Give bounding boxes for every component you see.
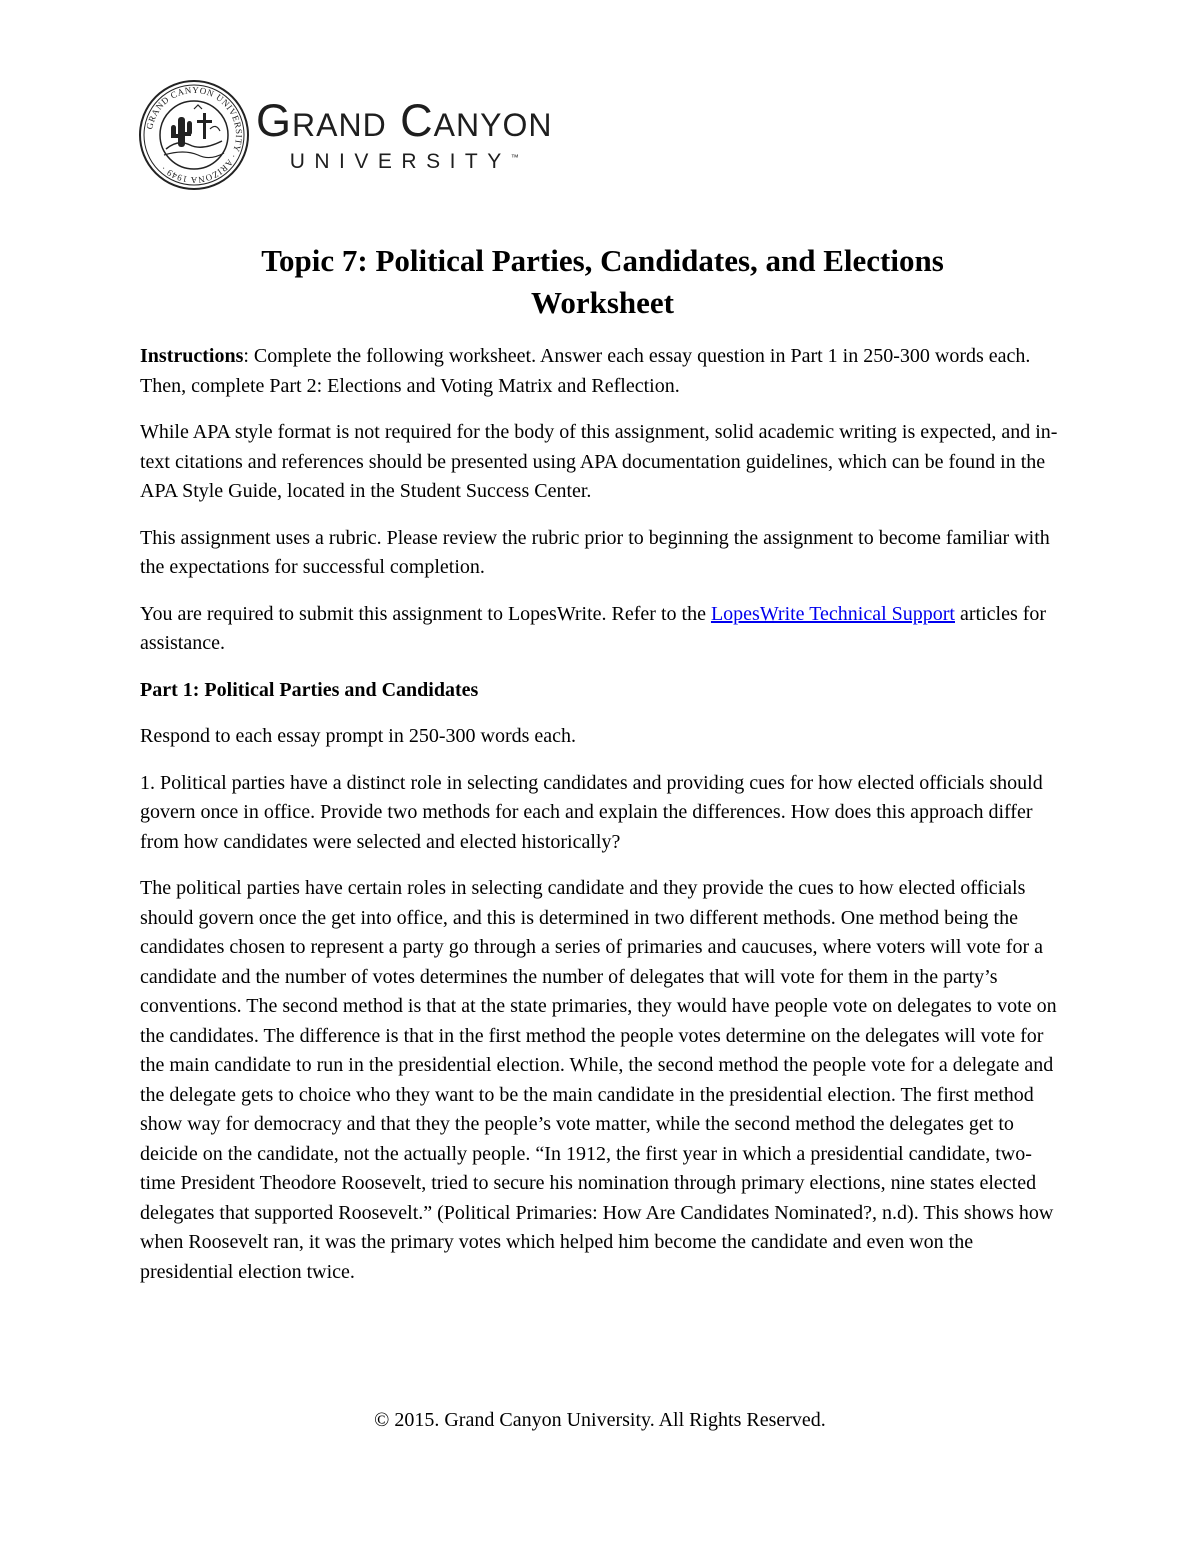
copyright-footer: © 2015. Grand Canyon University. All Rights Reserved. bbox=[374, 1409, 826, 1431]
apa-paragraph: While APA style format is not required for the body of this assignment, solid academic writing is expected, and in-text citations and references should be presented using APA documentation guidelines, which can be found in the APA Style Guide, located in the Student Success Center. bbox=[140, 421, 1058, 502]
rubric-paragraph: This assignment uses a rubric. Please review the rubric prior to beginning the assignment to become familiar with the expectations for successful completion. bbox=[140, 526, 1050, 578]
page-title: Topic 7: Political Parties, Candidates, and Elections Worksheet bbox=[261, 243, 944, 320]
university-seal-icon bbox=[138, 79, 250, 191]
instructions-label: Instructions bbox=[140, 345, 244, 367]
instructions-text: : Complete the following worksheet. Answer each essay question in Part 1 in 250-300 words each. Then, complete Part 2: Elections and Voting Matrix and Reflection. bbox=[140, 345, 1031, 397]
lopeswrite-paragraph: You are required to submit this assignment to LopesWrite. Refer to the LopesWrite Technical Support articles for assistance. bbox=[140, 602, 1047, 654]
document-body bbox=[140, 240, 1065, 1304]
part1-heading: Part 1: Political Parties and Candidates bbox=[140, 678, 479, 701]
university-header bbox=[138, 70, 552, 200]
university-wordmark bbox=[256, 95, 553, 173]
lopeswrite-support-link[interactable]: LopesWrite Technical Support bbox=[710, 602, 955, 625]
university-name: Grand Canyon bbox=[256, 95, 553, 146]
instructions-paragraph bbox=[140, 342, 1065, 401]
question-1: 1. Political parties have a distinct role in selecting candidates and providing cues for how elected officials should govern once in office. Provide two methods for each and explain the differences. How does this approach differ from how candidates were selected and elected historically? bbox=[140, 771, 1043, 853]
part1-prompt-intro: Respond to each essay prompt in 250-300 words each. bbox=[140, 725, 577, 747]
answer-1: The political parties have certain roles in selecting candidate and they provide the cues to how elected officials should govern once the get into office, and this is determined in two different methods. One method being the candidates chosen to represent a party go through a series of primaries and caucuses, where voters will vote for a candidate and the number of votes determines the number of delegates that will vote for them in the party’s conventions. The second method is that at the state primaries, they would have people vote on delegates to vote on the candidates. The difference is that in the first method the people votes determine on the delegates will vote for the main candidate to run in the presidential election. While, the second method the people vote for a delegate and the delegate gets to choice who they want to be the main candidate in the presidential election. The first method show way for democracy and that they the people’s vote matter, while the second method the delegates get to deicide on the candidate, not the actually people. “In 1912, the first year in which a presidential candidate, two-time President Theodore Roosevelt, tried to secure his nomination through primary elections, nine states elected delegates that supported Roosevelt.” (Political Primaries: How Are Candidates Nominated?, n.d). This shows how when Roosevelt ran, it was the primary votes which helped him become the candidate and even won the presidential election twice. bbox=[140, 877, 1057, 1283]
svg-text:GRAND CANYON UNIVERSITY · ARIZ: GRAND CANYON UNIVERSITY · ARIZONA 1949 · bbox=[144, 84, 245, 186]
university-subtitle: UNIVERSITY™ bbox=[289, 150, 519, 173]
